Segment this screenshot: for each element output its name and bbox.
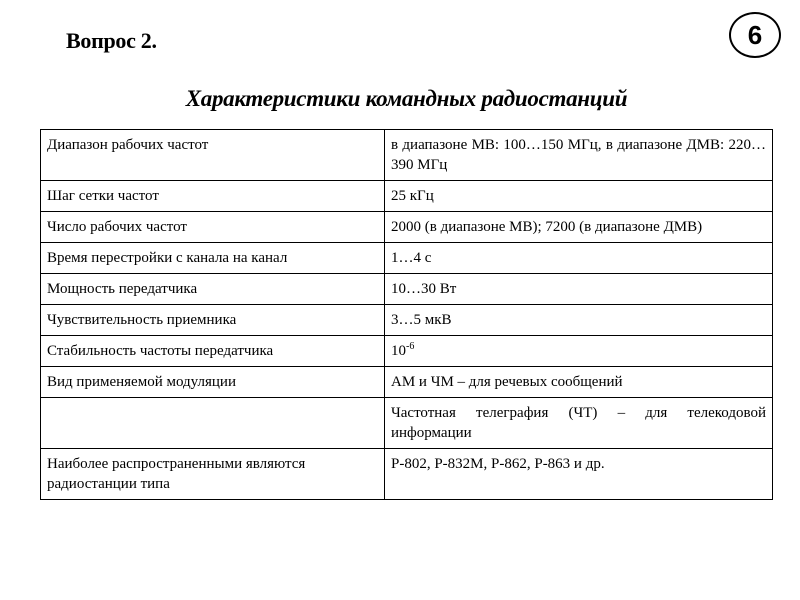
param-cell: Шаг сетки частот xyxy=(41,181,385,212)
question-heading: Вопрос 2. xyxy=(66,28,157,53)
value-cell: 3…5 мкВ xyxy=(385,305,773,336)
value-cell: Частотная телеграфия (ЧТ) – для телекодовой информации xyxy=(385,398,773,449)
param-cell: Вид применяемой модуляции xyxy=(41,367,385,398)
param-cell xyxy=(41,398,385,449)
table-row xyxy=(41,130,773,181)
table-row xyxy=(41,336,773,367)
param-cell: Чувствительность приемника xyxy=(41,305,385,336)
param-cell: Число рабочих частот xyxy=(41,212,385,243)
stability-base: 10 xyxy=(391,343,406,359)
param-cell: Диапазон рабочих частот xyxy=(41,130,385,181)
table-row xyxy=(41,367,773,398)
param-cell: Стабильность частоты передатчика xyxy=(41,336,385,367)
value-cell: 1…4 с xyxy=(385,243,773,274)
table-row xyxy=(41,398,773,449)
param-cell: Мощность передатчика xyxy=(41,274,385,305)
table-row xyxy=(41,274,773,305)
value-cell: 10…30 Вт xyxy=(385,274,773,305)
param-cell: Наиболее распространенными являются радиостанции типа xyxy=(41,449,385,500)
value-cell: в диапазоне МВ: 100…150 МГц, в диапазоне ДМВ: 220…390 МГц xyxy=(385,130,773,181)
value-cell: Р-802, Р-832М, Р-862, Р-863 и др. xyxy=(385,449,773,500)
value-cell: АМ и ЧМ – для речевых сообщений xyxy=(385,367,773,398)
value-cell: 25 кГц xyxy=(385,181,773,212)
table-row xyxy=(41,243,773,274)
param-cell: Время перестройки с канала на канал xyxy=(41,243,385,274)
table-row xyxy=(41,181,773,212)
table-row xyxy=(41,305,773,336)
stability-exponent: -6 xyxy=(406,341,415,352)
slide-number-badge: 6 xyxy=(729,12,781,58)
value-cell xyxy=(385,336,773,367)
table-row xyxy=(41,449,773,500)
table-row xyxy=(41,212,773,243)
slide-title: Характеристики командных радиостанций xyxy=(185,86,628,111)
characteristics-table xyxy=(40,129,773,500)
value-cell: 2000 (в диапазоне МВ); 7200 (в диапазоне ДМВ) xyxy=(385,212,773,243)
